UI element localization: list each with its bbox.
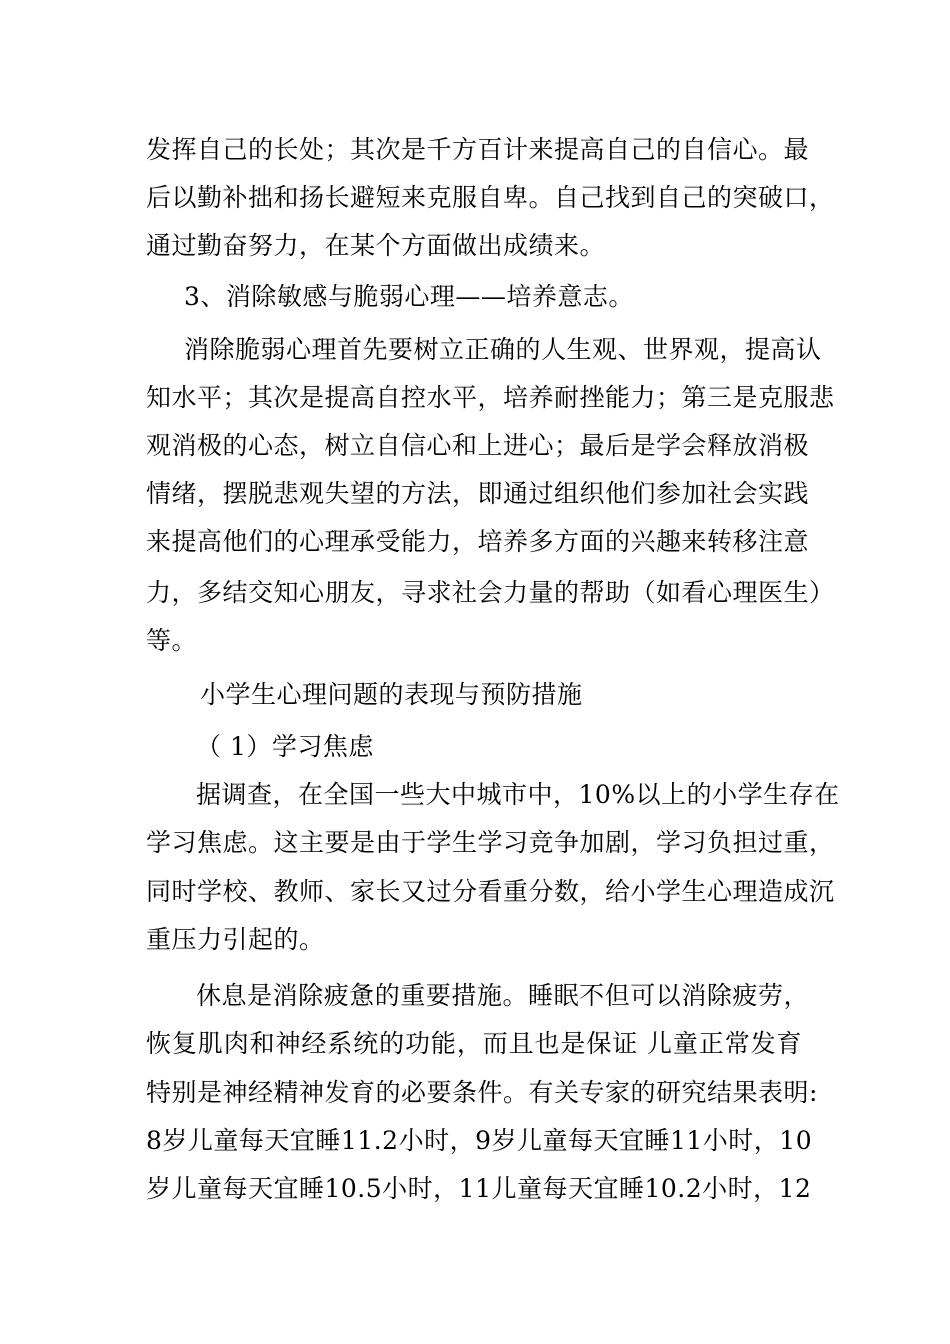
- text-line: 力，多结交知心朋友，寻求社会力量的帮助（如看心理医生）: [146, 578, 835, 607]
- text-line: 重压力引起的。: [146, 925, 325, 954]
- text-line: 同时学校、教师、家长又过分看重分数，给小学生心理造成沉: [146, 877, 835, 906]
- text-line: 学习焦虑。这主要是由于学生学习竞争加剧，学习负担过重，: [146, 828, 835, 857]
- subsection-heading: （ 1）学习焦虑: [196, 732, 374, 761]
- text-line: 知水平；其次是提高自控水平，培养耐挫能力；第三是克服悲: [146, 383, 835, 412]
- text-line: 发挥自己的长处；其次是千方百计来提高自己的自信心。最: [146, 135, 810, 164]
- text-line: 通过勤奋努力，在某个方面做出成绩来。: [146, 231, 606, 260]
- text-line: 观消极的心态，树立自信心和上进心；最后是学会释放消极: [146, 431, 810, 460]
- text-line: 消除脆弱心理首先要树立正确的人生观、世界观，提高认: [184, 335, 822, 364]
- section-heading: 小学生心理问题的表现与预防措施: [200, 680, 583, 709]
- text-line: 休息是消除疲惫的重要措施。睡眠不但可以消除疲劳，: [196, 981, 809, 1010]
- text-line: 恢复肌肉和神经系统的功能，而且也是保证 儿童正常发育: [146, 1029, 802, 1058]
- text-line: 岁儿童每天宜睡10.5小时，11儿童每天宜睡10.2小时，12: [146, 1174, 812, 1203]
- section-heading: 3、消除敏感与脆弱心理——培养意志。: [184, 282, 634, 311]
- text-line: 来提高他们的心理承受能力，培养多方面的兴趣来转移注意: [146, 527, 810, 556]
- text-line: 据调查，在全国一些大中城市中，10%以上的小学生存在: [196, 780, 840, 809]
- text-line: 后以勤补拙和扬长避短来克服自卑。自己找到自己的突破口，: [146, 183, 835, 212]
- text-line: 等。: [146, 626, 198, 655]
- text-line: 特别是神经精神发育的必要条件。有关专家的研究结果表明:: [146, 1078, 818, 1107]
- text-line: 8岁儿童每天宜睡11.2小时，9岁儿童每天宜睡11小时，10: [146, 1126, 813, 1155]
- text-line: 情绪，摆脱悲观失望的方法，即通过组织他们参加社会实践: [146, 479, 810, 508]
